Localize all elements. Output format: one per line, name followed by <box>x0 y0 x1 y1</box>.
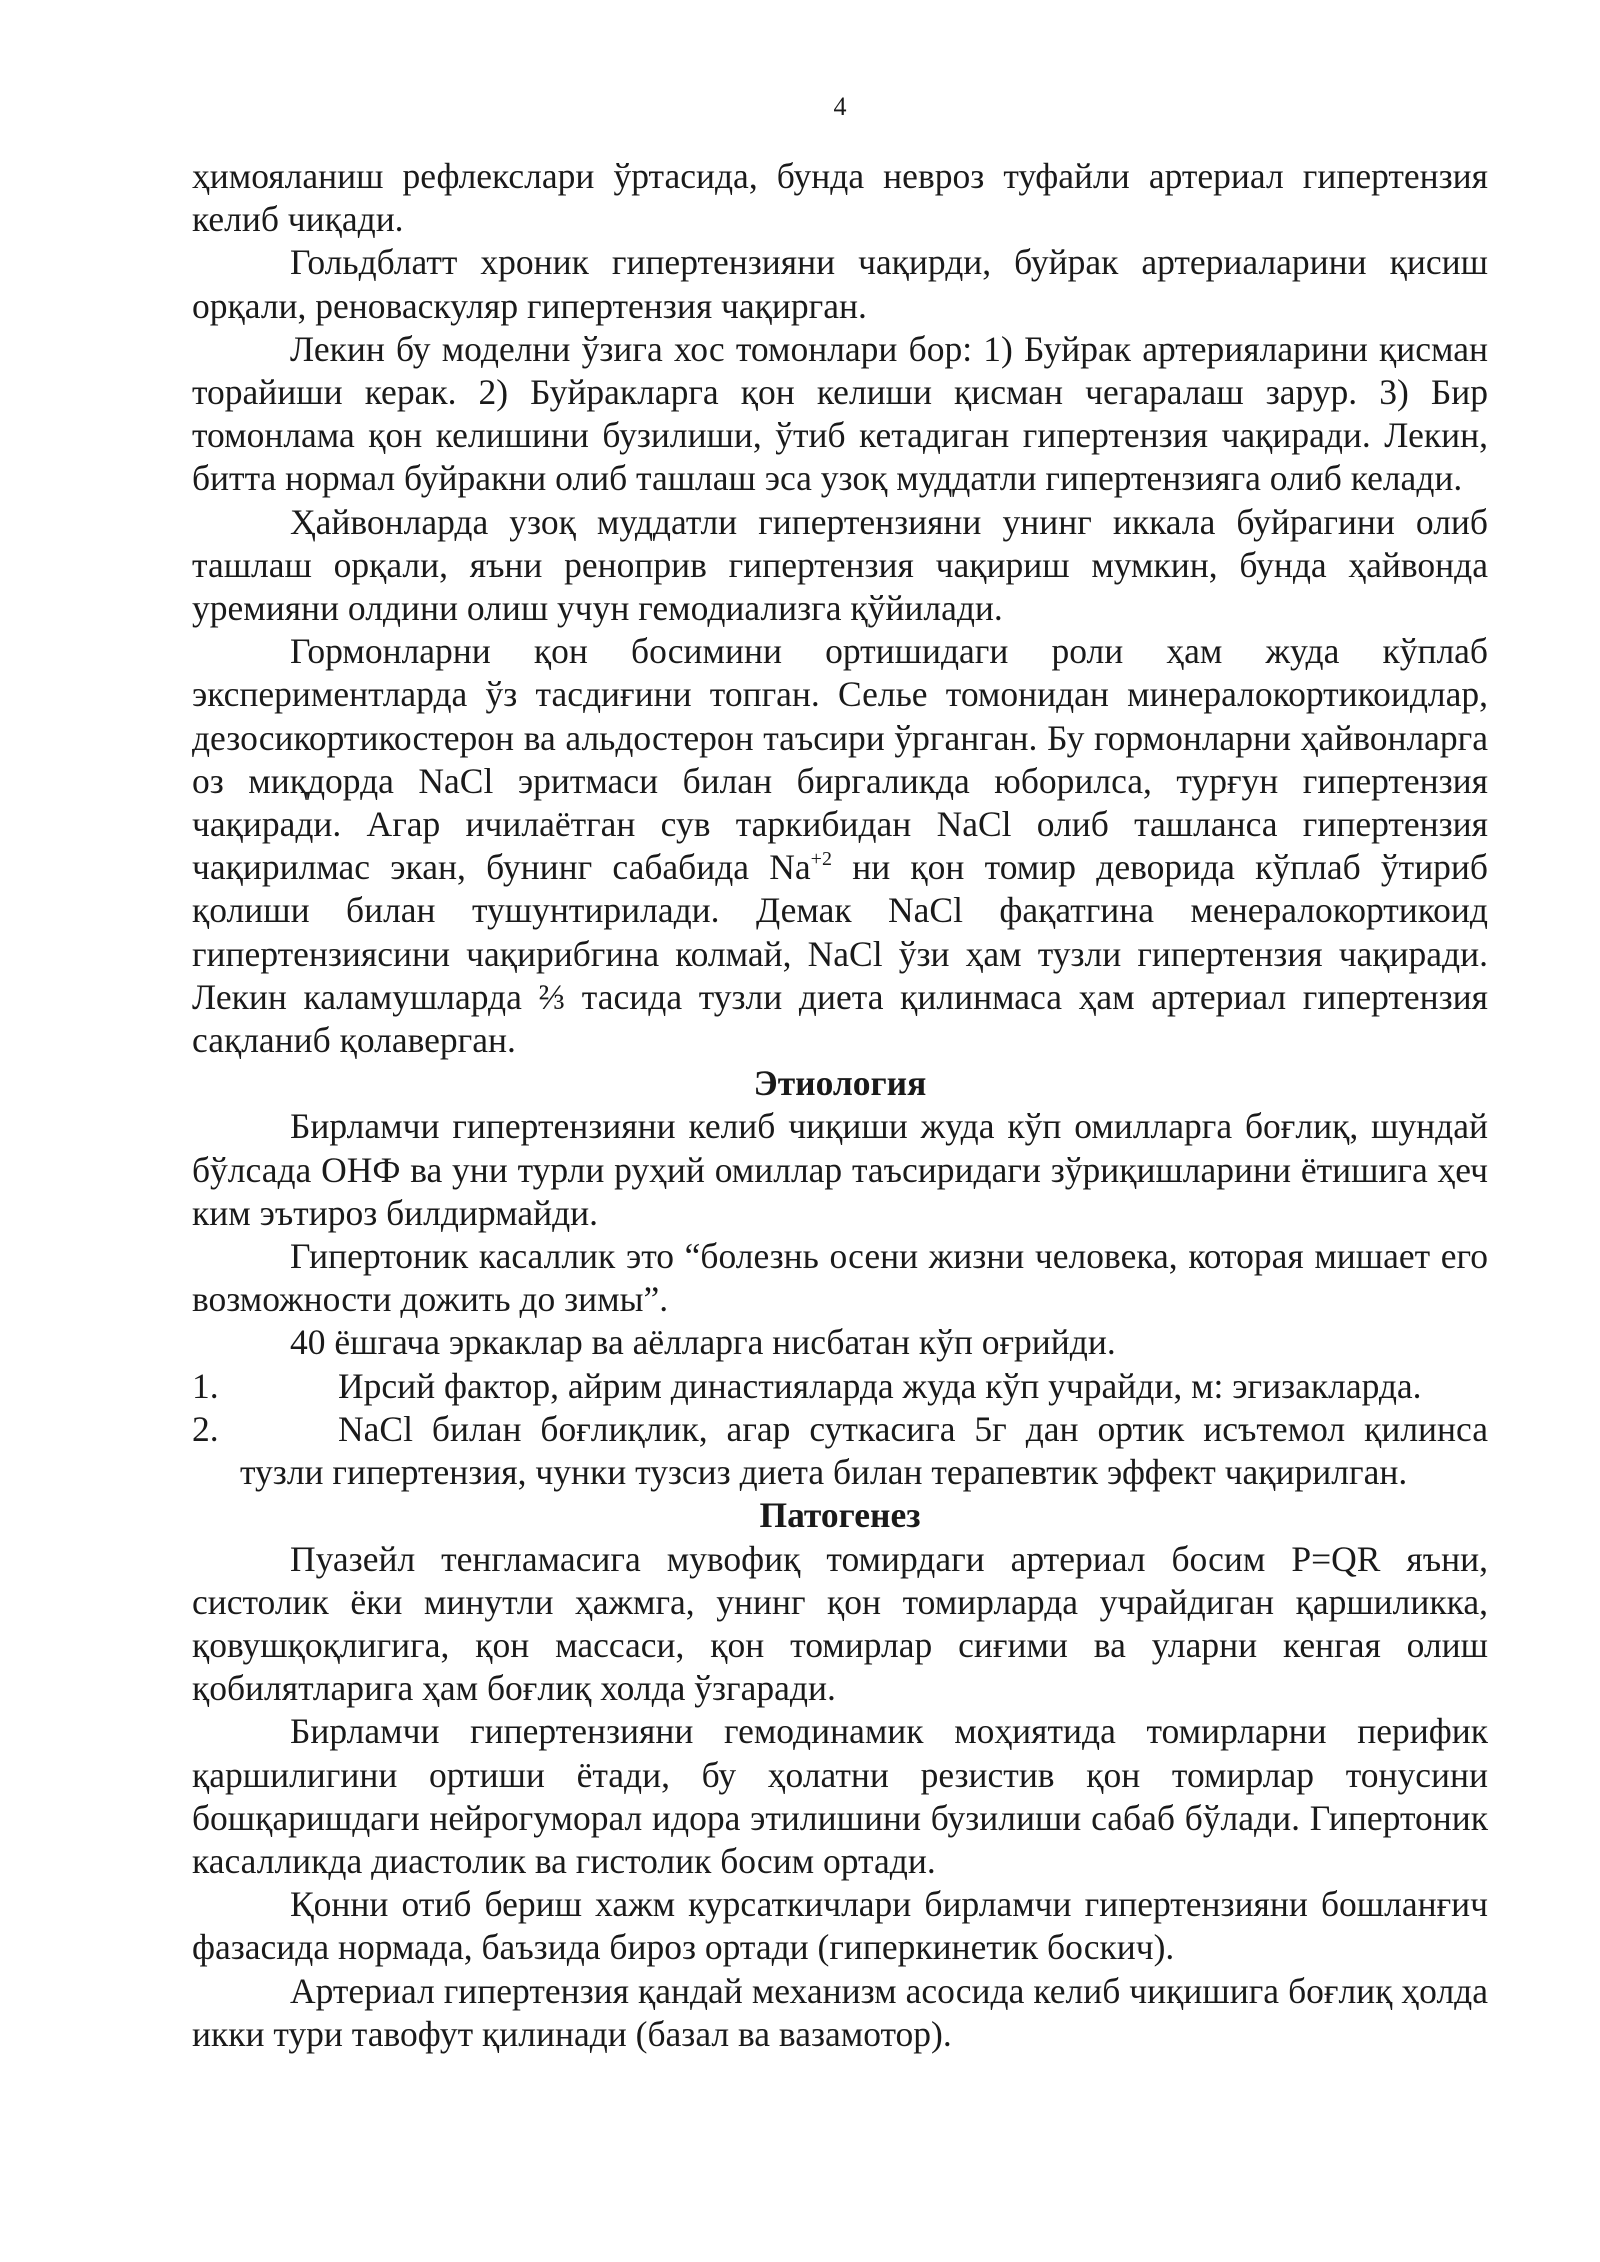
heading-pathogenesis: Патогенез <box>759 1495 921 1536</box>
heading-etiology: Этиология <box>753 1063 927 1104</box>
paragraph-hemodynamics: Бирламчи гипертензияни гемодинамик моҳиятида томирларни перифик қаршилигини ортиши ётади, бу ҳолатни резистив қон томирлар тонусини бошқаришдаги нейрогуморал идора этилишини бузилиши сабаб бўлади. Гипертоник касалликда диастолик ва гистолик босим ортади. <box>192 1711 1488 1881</box>
list-text: Ирсий фактор, айрим династияларда жуда кўп учрайди, м: эгизакларда. <box>338 1365 1422 1406</box>
paragraph-definition-quote: Гипертоник касаллик это “болезнь осени жизни человека, которая мишает его возможности дожить до зимы”. <box>192 1236 1488 1320</box>
sodium-charge-superscript: +2 <box>810 848 832 871</box>
page-number: 4 <box>833 92 847 121</box>
list-item-salt <box>192 1408 1488 1494</box>
paragraph-etiology-factors: Бирламчи гипертензияни келиб чиқиши жуда кўп омилларга боғлиқ, шундай бўлсада ОНФ ва уни турли руҳий омиллар таъсиридаги зўриқишларини ётишига ҳеч ким эътироз билдирмайди. <box>192 1106 1488 1233</box>
list-text: NaCl билан боғлиқлик, агар суткасига 5г дан ортик исътемол қилинса тузли гипертензия, чунки тузсиз диета билан терапевтик эффект чақирилган. <box>240 1408 1488 1493</box>
paragraph-hormones-part1: Гормонларни қон босимини ортишидаги роли ҳам жуда кўплаб экспериментларда ўз тасдиғини топган. Селье томонидан минералокортикоидлар, дезосикортикостерон ва альдостерон таъсири ўрганган. Бу гормонларни ҳайвонларга оз миқдорда NaCl эритмаси билан биргаликда юборилса, турғун гипертензия чақиради. Агар ичилаётган сув таркибидан NaCl олиб ташланса гипертензия чақирилмас экан, бунинг сабабида Na <box>192 631 1488 888</box>
paragraph-model-features: Лекин бу моделни ўзига хос томонлари бор: 1) Буйрак артерияларини қисман торайиши керак. 2) Буйракларга қон келиши қисман чегаралаш зарур. 3) Бир томонлама қон келишини бузилиши, ўтиб кетадиган гипертензия чақиради. Лекин, битта нормал буйракни олиб ташлаш эса узоқ муддатли гипертензияга олиб келади. <box>192 328 1488 499</box>
paragraph-hormones <box>192 630 1488 1062</box>
paragraph-age-prevalence: 40 ёшгача эркаклар ва аёлларга нисбатан кўп оғрийди. <box>290 1322 1116 1363</box>
paragraph-defense-reflexes: ҳимояланиш рефлекслари ўртасида, бунда невроз туфайли артериал гипертензия келиб чиқади. <box>192 156 1488 240</box>
list-item-heredity <box>192 1365 1488 1408</box>
paragraph-renoprival: Ҳайвонларда узоқ муддатли гипертензияни унинг иккала буйрагини олиб ташлаш орқали, яъни реноприв гипертензия чақириш мумкин, бунда ҳайвонда уремияни олдини олиш учун гемодиализга қўйилади. <box>192 501 1488 629</box>
list-number: 2. <box>192 1408 219 1449</box>
paragraph-poiseuille: Пуазейл тенгламасига мувофиқ томирдаги артериал босим P=QR яъни, систолик ёки минутли ҳажмга, унинг қон томирларда учрайдиган қаршиликка, қовушқоқлигига, қон массаси, қон томирлар сиғими ва уларни кенгая олиш қобилятларига ҳам боғлиқ холда ўзгаради. <box>192 1538 1488 1709</box>
list-number: 1. <box>192 1365 219 1406</box>
paragraph-goldblatt: Гольдблатт хроник гипертензияни чақирди, буйрак артериаларини қисиш орқали, реноваскуляр гипертензия чақирган. <box>192 242 1488 326</box>
paragraph-cardiac-output: Қонни отиб бериш хажм курсаткичлари бирламчи гипертензияни бошланғич фазасида нормада, баъзида бироз ортади (гиперкинетик боскич). <box>192 1884 1488 1968</box>
paragraph-mechanism-types: Артериал гипертензия қандай механизм асосида келиб чиқишига боғлиқ ҳолда икки тури тавофут қилинади (базал ва вазамотор). <box>192 1970 1488 2054</box>
document-page <box>192 92 1488 2056</box>
paragraph-hormones-part2: ни қон томир деворида кўплаб ўтириб қолиши билан тушунтирилади. Демак NaCl фақатгина менералокортикоид гипертензиясини чақирибгина колмай, NaCl ўзи ҳам тузли гипертензия чақиради. Лекин каламушларда ⅔ тасида тузли диета қилинмаса ҳам артериал гипертензия сақланиб қолаверган. <box>192 847 1488 1061</box>
